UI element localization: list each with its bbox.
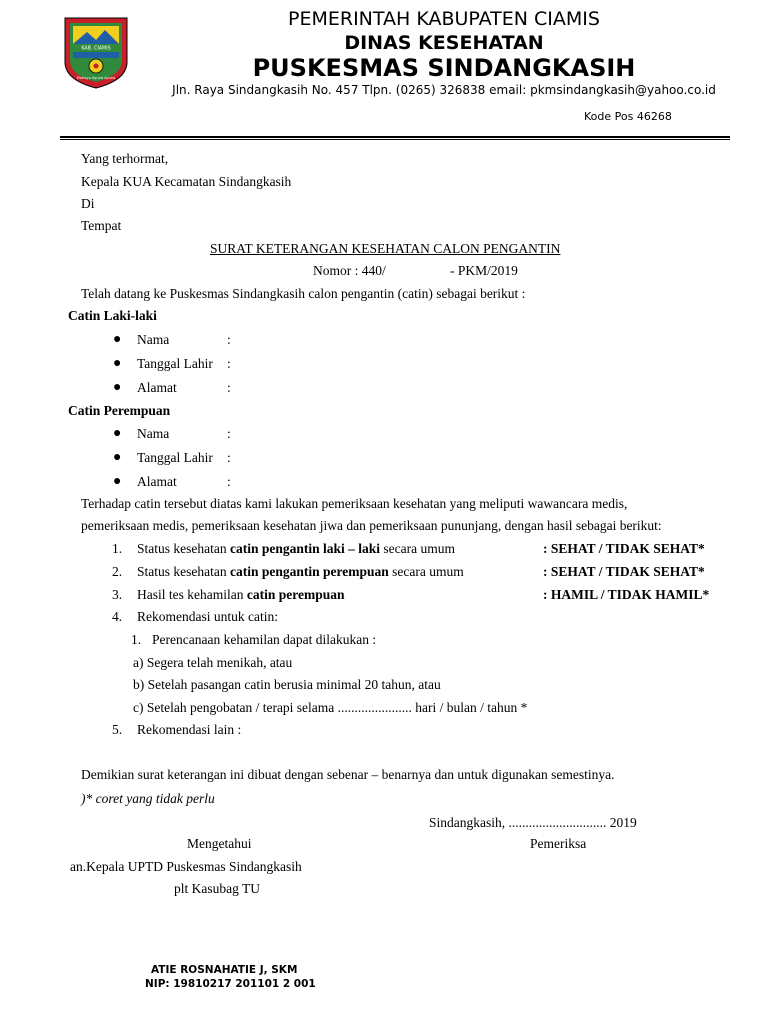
male-name-colon: : — [227, 332, 231, 347]
result-number: 2. — [112, 564, 123, 579]
header-department: DINAS KESEHATAN — [344, 32, 544, 54]
mengetahui-label: Mengetahui — [187, 836, 252, 851]
female-birthdate-colon: : — [227, 450, 231, 465]
rec-other-label: Rekomendasi lain : — [137, 722, 242, 737]
logo-top-text: KAB. CIAMIS — [81, 46, 111, 52]
document-title: SURAT KETERANGAN KESEHATAN CALON PENGANTIN — [210, 241, 561, 256]
result-number: 3. — [112, 587, 123, 602]
header-postcode: Kode Pos 46268 — [584, 110, 672, 123]
rec-other-number: 5. — [112, 722, 123, 737]
header-rule-thin — [60, 139, 730, 140]
closing-text: Demikian surat keterangan ini dibuat dengan sebenar – benarnya dan untuk digunakan semestinya. — [81, 767, 615, 782]
an-kepala: an.Kepala UPTD Puskesmas Sindangkasih — [70, 859, 302, 874]
female-name-colon: : — [227, 426, 231, 441]
pemeriksa-label: Pemeriksa — [530, 836, 587, 851]
rec-number: 4. — [112, 609, 123, 624]
male-birthdate-colon: : — [227, 356, 231, 371]
male-heading: Catin Laki-laki — [68, 308, 157, 323]
rec-option-b: b) Setelah pasangan catin berusia minimal 20 tahun, atau — [133, 677, 441, 692]
bullet-icon: ● — [113, 426, 122, 441]
male-name-label: Nama — [137, 332, 170, 347]
male-birthdate-label: Tanggal Lahir — [137, 356, 213, 371]
header-address: Jln. Raya Sindangkasih No. 457 Tlpn. (0265) 326838 email: pkmsindangkasih@yahoo.co.id — [172, 83, 716, 97]
signer-nip: NIP: 19810217 201101 2 001 — [145, 978, 316, 990]
rec-sub-label: Perencanaan kehamilan dapat dilakukan : — [152, 632, 377, 647]
recipient-di: Di — [81, 196, 95, 211]
bullet-icon: ● — [113, 474, 122, 489]
result-male-answer: : SEHAT / TIDAK SEHAT* — [543, 541, 705, 556]
result-female-answer: : SEHAT / TIDAK SEHAT* — [543, 564, 705, 579]
date-place: Sindangkasih, ............................. 2019 — [429, 815, 637, 830]
result-pregnancy-answer: : HAMIL / TIDAK HAMIL* — [543, 587, 710, 602]
footnote: )* coret yang tidak perlu — [81, 791, 215, 806]
rec-option-a: a) Segera telah menikah, atau — [133, 655, 293, 670]
bullet-icon: ● — [113, 380, 122, 395]
header-rule-thick — [60, 136, 730, 138]
bullet-icon: ● — [113, 450, 122, 465]
rec-label: Rekomendasi untuk catin: — [137, 609, 278, 624]
nomor-suffix: - PKM/2019 — [450, 263, 518, 278]
result-pregnancy-test: Hasil tes kehamilan catin perempuan — [137, 587, 345, 602]
rec-sub-number: 1. — [131, 632, 142, 647]
female-address-label: Alamat — [137, 474, 177, 489]
female-name-label: Nama — [137, 426, 170, 441]
bullet-icon: ● — [113, 356, 122, 371]
header-government: PEMERINTAH KABUPATEN CIAMIS — [288, 8, 600, 30]
bullet-icon: ● — [113, 332, 122, 347]
exam-text-line-2: pemeriksaan medis, pemeriksaan kesehatan jiwa dan pemeriksaan pununjang, dengan hasil sebagai berikut: — [81, 518, 662, 533]
male-address-colon: : — [227, 380, 231, 395]
result-male-status: Status kesehatan catin pengantin laki – laki secara umum — [137, 541, 455, 556]
result-number: 1. — [112, 541, 123, 556]
male-address-label: Alamat — [137, 380, 177, 395]
plt-kasubag: plt Kasubag TU — [174, 881, 260, 896]
intro-text: Telah datang ke Puskesmas Sindangkasih calon pengantin (catin) sebagai berikut : — [81, 286, 526, 301]
logo-bottom-text: Mahayu Ayuna Ayuna — [76, 76, 116, 80]
header-puskesmas: PUSKESMAS SINDANGKASIH — [252, 54, 636, 82]
rec-option-c: c) Setelah pengobatan / terapi selama ...................... hari / bulan / tahun * — [133, 700, 528, 715]
signer-name: ATIE ROSNAHATIE J, SKM — [151, 964, 298, 976]
female-birthdate-label: Tanggal Lahir — [137, 450, 213, 465]
nomor-label: Nomor : 440/ — [313, 263, 386, 278]
female-heading: Catin Perempuan — [68, 403, 171, 418]
recipient-place: Tempat — [81, 218, 122, 233]
recipient-name: Kepala KUA Kecamatan Sindangkasih — [81, 174, 292, 189]
greeting: Yang terhormat, — [81, 151, 169, 166]
result-female-status: Status kesehatan catin pengantin perempuan secara umum — [137, 564, 464, 579]
exam-text-line-1: Terhadap catin tersebut diatas kami lakukan pemeriksaan kesehatan yang meliputi wawancara medis, — [81, 496, 628, 511]
female-address-colon: : — [227, 474, 231, 489]
